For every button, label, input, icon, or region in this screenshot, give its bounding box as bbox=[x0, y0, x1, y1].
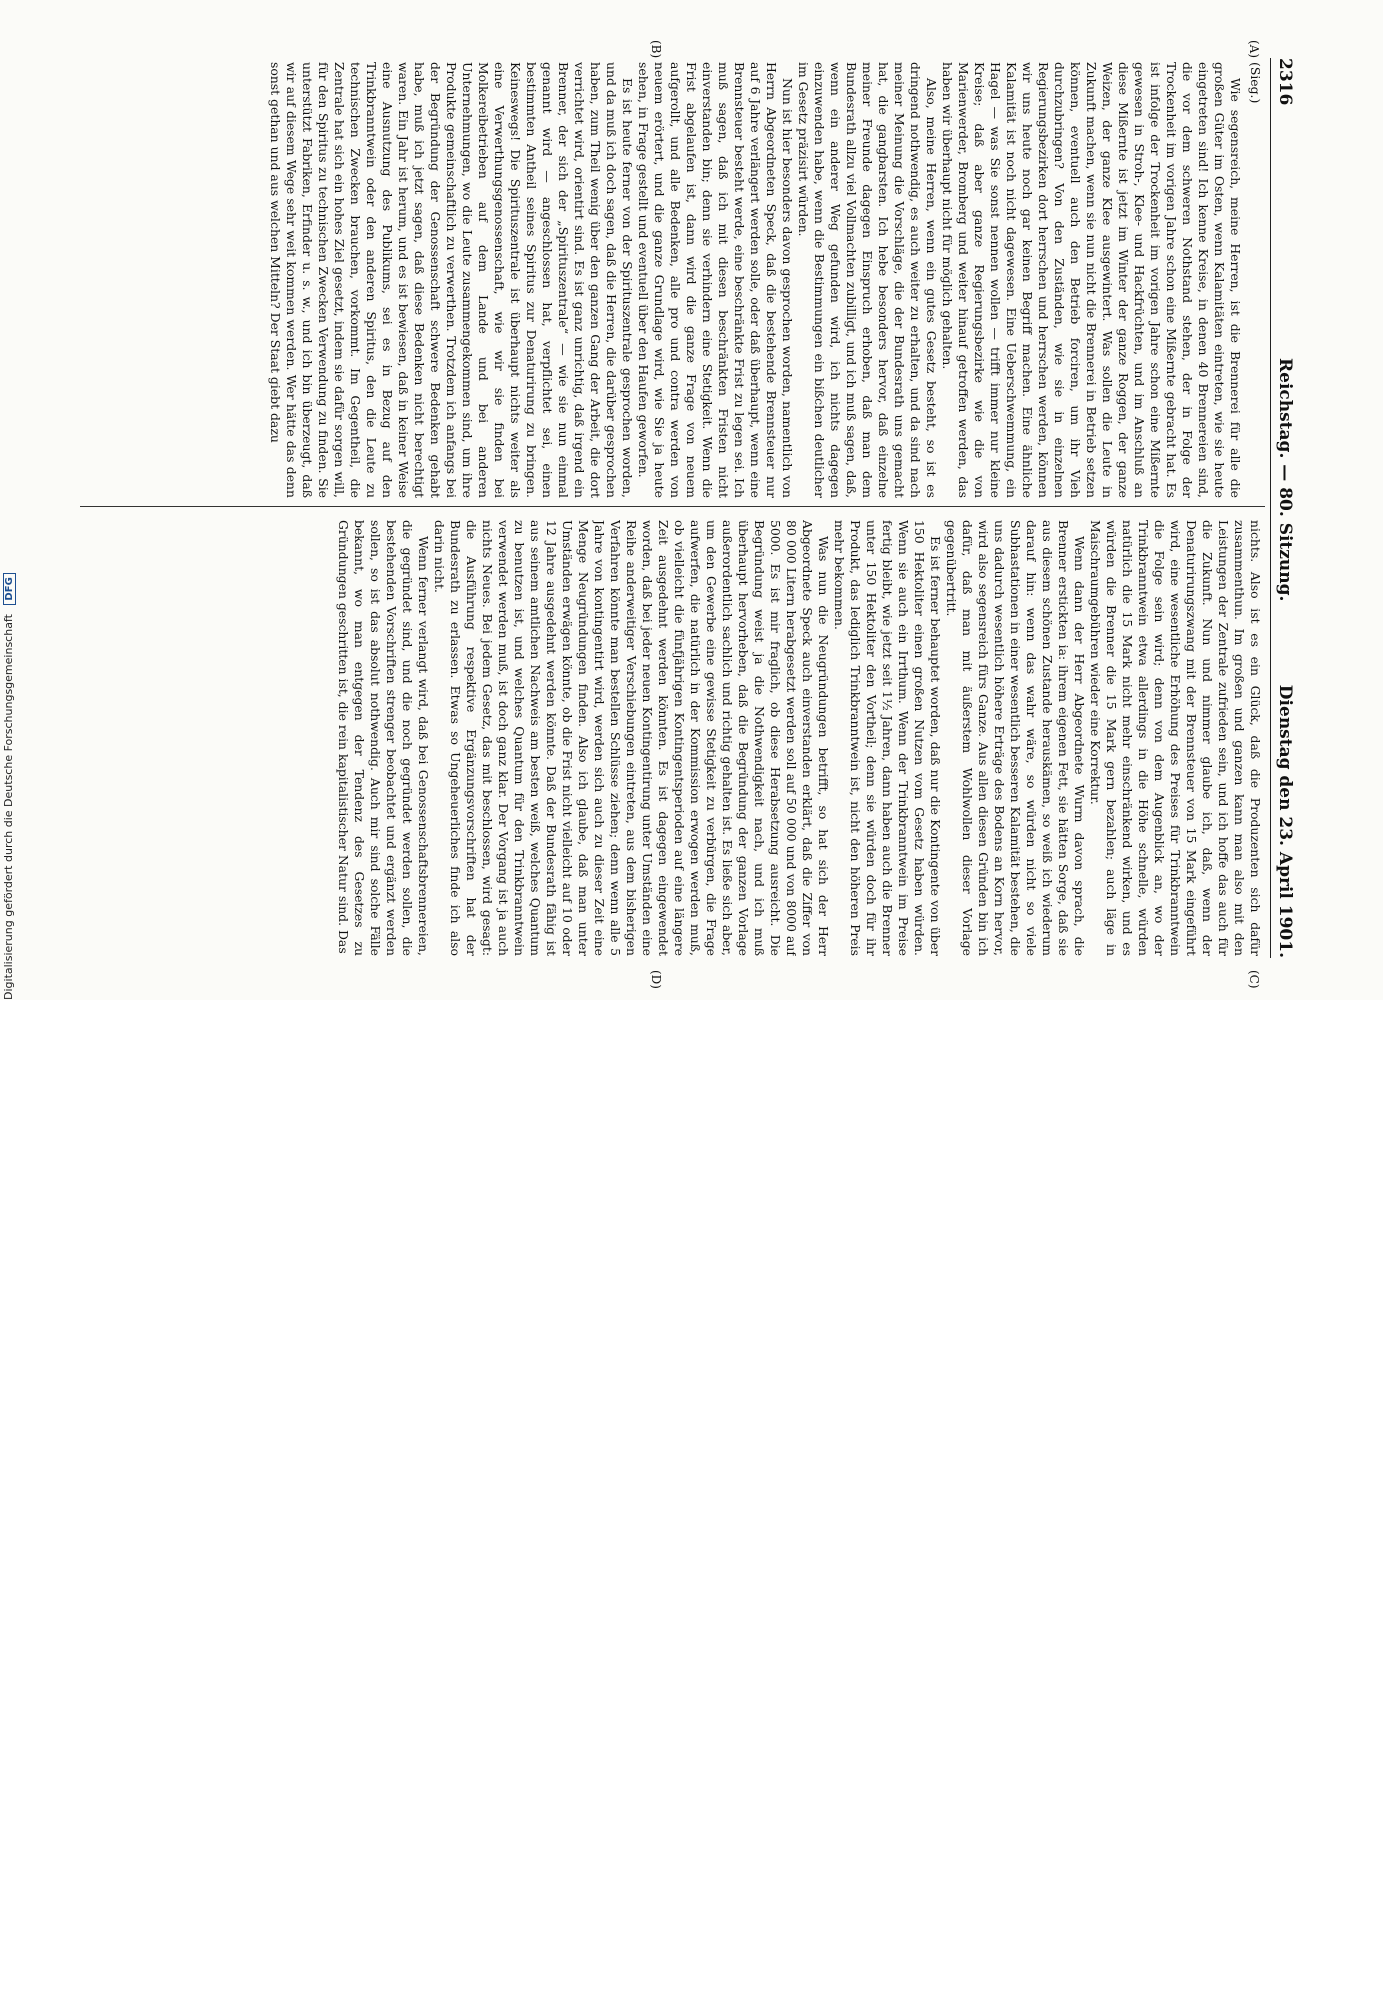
digitization-credit bbox=[2, 0, 24, 1000]
speaker-name: (Sieg.) bbox=[1248, 62, 1263, 104]
paragraph: Was nun die Neugründungen betrifft, so hat sich der Herr Abgeordnete Speck auch einverstanden erklärt, daß die Ziffer von 80 000 Litern herabgesetzt werden soll auf 50 000 und von 8000 auf 5000. Es ist mir fraglich, ob diese Herabsetzung ausreicht. Die Begründung weist ja die Nothwendigkeit nach, und ich muß überhaupt hervorheben, daß die Begründung der ganzen Vorlage außerordentlich sachlich und richtig gehalten ist. Es ließe sich aber, um den Gewerbe eine gewisse Stetigkeit zu verbürgen, die Frage aufwerfen, die natürlich in der Kommission erwogen werden muß, ob vielleicht die fünfjährigen Kontingentsperioden auf eine längere Zeit ausgedehnt werden könnten. Es ist dagegen eingewendet worden, daß bei jeder neuen Kontingentirung unter Umständen eine Reihe anderweitiger Verschiebungen eintreten, aus dem bisherigen Verfahren könnte man bestellen Schlüsse ziehen; denn wenn alle 5 Jahre von kontingentirt wird, werden sich auch zu dieser Zeit eine Menge Neugründungen finden. Also ich glaube, daß man unter Umständen erwägen könnte, ob die Frist nicht vielleicht auf 10 oder 12 Jahre ausgedehnt werden könnte. Daß der Bundesrath fähig ist aus seinem amtlichen Nachweis am besten weiß, welches Quantum zu benutzen ist, und welches Quantum für den Trinkbranntwein verwendet werden muß, ist doch ganz klar. Der Vorgang ist ja auch nichts Neues. Bei jedem Gesetz, das mit beschlossen, wird gesagt: die Ausführung respektive Ergänzungsvorschriften hat der Bundesrath zu erlassen. Etwas so Ungeheuerliches finde ich also darin nicht. bbox=[432, 520, 831, 956]
credit-text: Digitalisierung gefördert durch die Deutsche Forschungsgemeinschaft bbox=[2, 614, 15, 1000]
paragraph: nichts. Also ist es ein Glück, daß die Produzenten sich dafür zusammenthun. Im großen und ganzen kann man also mit den Leistungen der Zentrale zufrieden sein, und ich hoffe das auch für die Zukunft. Nun und nimmer glaube ich, daß, wenn der Denaturirungszwang mit der Brennsteuer von 15 Mark eingeführt wird, eine wesentliche Erhöhung des Preises für Trinkbranntwein die Folge sein wird; denn von dem Augenblick an, wo der Trinkbranntwein etwa allerdings in die Höhe schnelle, würden natürlich die 15 Mark nicht mehr einschränkend wirken, und es würden die Brenner die 15 Mark gern bezahlen; auch läge in Maischraumgebühren wieder eine Korrektur. bbox=[1088, 520, 1263, 956]
page-header bbox=[1270, 58, 1295, 958]
paragraph: Es ist heute ferner von der Spirituszentrale gesprochen worden, und da muß ich doch sagen, daß die Herren, die darüber gesprochen haben, zum Theil wenig über den ganzen Gang der Arbeit, die dort verrichtet wird, orientirt sind. Es ist ganz unrichtig, daß irgend ein Brenner, der sich der „Spirituszentrale“ — wie sie nun einmal genannt wird — angeschlossen hat, verpflichtet sei, einen bestimmten Antheil seines Spiritus zur Denaturirung zu bringen. Keineswegs! Die Spirituszentrale ist überhaupt nichts weiter als eine Verwerthungsgenossenschaft, wie wir sie finden bei Molkereibetrieben auf dem Lande und bei anderen Unternehmungen, wo die Leute zusammengekommen sind, um ihre Produkte gemeinschaftlich zu verwerthen. Trotzdem ich anfangs bei der Begründung der Genossenschaft schwere Bedenken gehabt habe, muß ich jetzt sagen, daß diese Bedenken nicht berechtigt waren. Ein Jahr ist herum, und es ist bewiesen, daß in keiner Weise eine Ausnutzung des Publikums, sei es in Bezug auf den Trinkbranntwein oder den anderen Spiritus, den die Leute zu technischen Zwecken brauchen, vorkommt. Im Gegentheil, die Zentrale hat sich ein hohes Ziel gesetzt, indem sie dafür sorgen will, für den Spiritus zu technischen Zwecken Verwendung zu finden. Sie unterstützt Fabriken, Erfinder u. s. w., und ich bin überzeugt, daß wir auf diesem Wege sehr weit kommen werden. Wer hätte das denn sonst gethan und aus welchen Mitteln? Der Staat giebt dazu bbox=[268, 62, 635, 498]
left-text-column bbox=[83, 62, 1263, 498]
right-text-column bbox=[83, 520, 1263, 956]
margin-marker-c: (C) bbox=[1247, 970, 1261, 989]
session-date: Dienstag den 23. April 1901. bbox=[1275, 684, 1295, 958]
paragraph: Also, meine Herren, wenn ein gutes Gesetz besteht, so ist es dringend nothwendig, es auch weiter zu erhalten, und da sind nach meiner Meinung die Vorschläge, die der Bundesrath uns gemacht hat, die gangbarsten. Ich hebe besonders hervor, daß einzelne meiner Freunde dagegen Einspruch erhoben, daß man dem Bundesrath allzu viel Vollmachten zubilligt, und ich muß sagen, daß, wenn ein anderer Weg gefunden wird, ich nichts dagegen einzuwenden habe, wenn die Bestimmungen ein bißchen deutlicher im Gesetz präzisirt würden. bbox=[796, 62, 939, 498]
paragraph: Wenn ferner verlangt wird, daß bei Genossenschaftsbrennereien, die gegründet sind, und die noch gegründet werden sollen, die bestehenden Vorschriften strenger beobachtet und ergänzt werden sollen, so ist das absolut nothwendig. Auch mir sind solche Fälle bekannt, wo man entgegen der Tendenz des Gesetzes zu Gründungen geschritten ist, die rein kapitalistischer Natur sind. Das bbox=[336, 520, 431, 956]
paragraph: Es ist ferner behauptet worden, daß nur die Kontingente von über 150 Hektoliter einen großen Nutzen vom Gesetz haben würden. Wenn sie auch ein Irrthum. Wenn der Trinkbranntwein im Preise fertig bleibt, wie jetzt seit 1½ Jahren, dann haben auch die Brenner unter 150 Hektoliter den Vortheil; denn sie würden doch für ihr Produkt, das lediglich Trinkbranntwein ist, nicht den höheren Preis mehr bekommen. bbox=[832, 520, 943, 956]
dfg-logo-icon: DFG bbox=[3, 573, 16, 604]
margin-marker-d: (D) bbox=[649, 970, 663, 989]
running-title: Reichstag. — 80. Sitzung. bbox=[1275, 358, 1295, 602]
margin-marker-a: (A) bbox=[1247, 40, 1261, 59]
paragraph: Wenn dann der Herr Abgeordnete Wurm davon sprach, die Brenner erstickten ia: ihrem eigenen Fett, sie hätten Sorge, daß sie aus diesem schönen Zustande herauskämen, so weiß ich wiederum darauf hin: wenn das wahr wäre, so würden nicht so viele Subhastationen in einer wesentlich besseren Kalamität bestehen, die uns dadurch wesentlich höhere Erträge des Bodens an Korn hervor, wird also segensreich fürs Ganze. Aus allen diesen Gründen bin ich dafür, daß man mit äußerstem Wohlwollen dieser Vorlage gegenübertritt. bbox=[944, 520, 1087, 956]
paragraph: Nun ist hier besonders davon gesprochen worden, namentlich von Herrn Abgeordneten Speck, daß die bestehende Brennsteuer nur auf 6 Jahre verlängert werden solle, oder daß überhaupt, wenn eine Brennsteuer besteht werde, eine beschränkte Frist zu legen sei. Ich muß sagen, daß ich mit diesen beschränkten Fristen nicht einverstanden bin; denn sie verhindern eine Stetigkeit. Wenn die Frist abgelaufen ist, dann wird die ganze Frage von neuem aufgerollt, und alle Bedenken, alle pro und contra werden von neuem erörtert, und die ganze Grundlage wird, wie Sie ja heute sehen, in Frage gestellt und eventuell über den Haufen geworfen. bbox=[636, 62, 795, 498]
column-divider bbox=[80, 506, 1265, 507]
paragraph: Wie segensreich, meine Herren, ist die Brennerei für alle die großen Güter im Osten, wenn Kalamitäten eintreten, wie sie heute eingetreten sind! Ich kenne Kreise, in denen 40 Brennereien sind, die vor dem schweren Nothstand stehen, der in Folge der Trockenheit im vorigen Jahre schon eine Mißernte gebracht hat. Es ist infolge der Trockenheit im vorigen Jahre schon eine Mißernte gewesen in Stroh-, Klee- und Hackfrüchten, und im Anschluß an diese Mißernte ist jetzt im Winter der ganze Roggen, der ganze Weizen, der ganze Klee ausgewintert. Was sollen die Leute in Zukunft machen, wenn sie nun nicht die Brennerei in Betrieb setzen können, eventuell auch den Betrieb forciren, um ihr Vieh durchzubringen? Von den Zuständen, wie sie in einzelnen Regierungsbezirken dort herrschen und herrschen werden, können wir uns heute noch gar keinen Begriff machen. Eine ähnliche Kalamität ist noch nicht dagewesen. Eine Ueberschwemmung, ein Hagel — was Sie sonst nennen wollen — trifft immer nur kleine Kreise; daß aber ganze Regierungsbezirke wie die von Marienwerder, Bromberg und weiter hinauf getroffen werden, das haben wir überhaupt nicht für möglich gehalten. bbox=[940, 62, 1243, 498]
margin-marker-b: (B) bbox=[649, 40, 663, 59]
credit-strip bbox=[2, 577, 24, 2000]
page-number: 2316 bbox=[1275, 58, 1295, 106]
